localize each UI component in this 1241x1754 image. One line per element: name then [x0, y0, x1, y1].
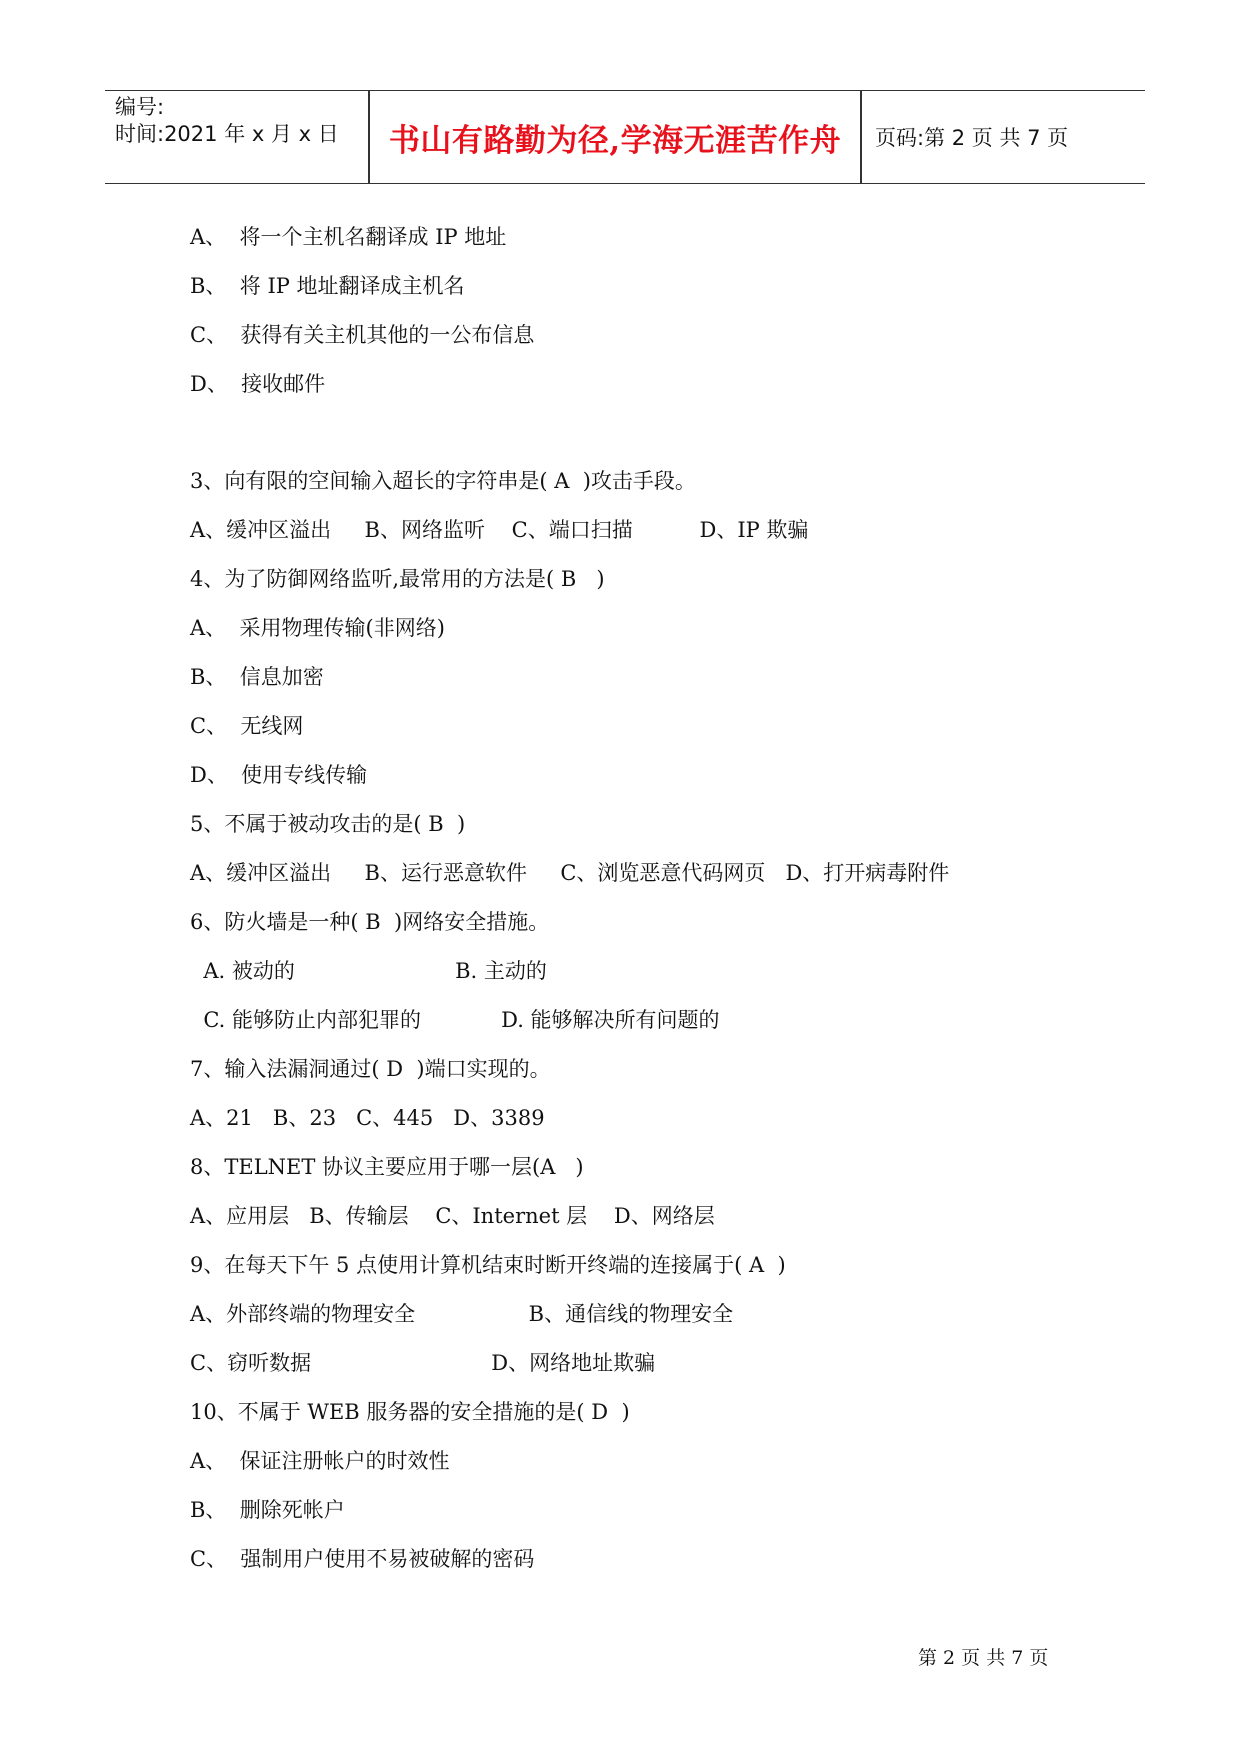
- option-line: B、 将 IP 地址翻译成主机名: [190, 274, 465, 298]
- option-line: A、外部终端的物理安全 B、通信线的物理安全: [190, 1302, 734, 1326]
- page-footer: 第 2 页 共 7 页: [918, 1647, 1049, 1669]
- question-line: 9、在每天下午 5 点使用计算机结束时断开终端的连接属于( A ): [190, 1253, 786, 1277]
- option-line: B、 删除死帐户: [190, 1498, 345, 1522]
- option-line: A. 被动的 B. 主动的: [190, 959, 547, 983]
- option-line: C、窃听数据 D、网络地址欺骗: [190, 1351, 656, 1375]
- option-line: D、 接收邮件: [190, 372, 326, 396]
- option-line: A、 将一个主机名翻译成 IP 地址: [190, 225, 507, 249]
- question-line: 4、为了防御网络监听,最常用的方法是( B ): [190, 567, 605, 591]
- question-line: 6、防火墙是一种( B )网络安全措施。: [190, 910, 550, 934]
- option-line: A、缓冲区溢出 B、网络监听 C、端口扫描 D、IP 欺骗: [190, 518, 809, 542]
- document-time-label: 时间:2021 年 x 月 x 日: [115, 122, 339, 146]
- document-number-label: 编号:: [115, 95, 165, 119]
- option-line: B、 信息加密: [190, 665, 324, 689]
- question-line: 5、不属于被动攻击的是( B ): [190, 812, 466, 836]
- question-line: 7、输入法漏洞通过( D )端口实现的。: [190, 1057, 551, 1081]
- option-line: A、 采用物理传输(非网络): [190, 616, 445, 640]
- question-line: 10、不属于 WEB 服务器的安全措施的是( D ): [190, 1400, 630, 1424]
- option-line: A、21 B、23 C、445 D、3389: [190, 1106, 545, 1130]
- question-line: 3、向有限的空间输入超长的字符串是( A )攻击手段。: [190, 469, 696, 493]
- option-line: A、 保证注册帐户的时效性: [190, 1449, 450, 1473]
- option-line: C、 获得有关主机其他的一公布信息: [190, 323, 535, 347]
- option-line: C、 强制用户使用不易被破解的密码: [190, 1547, 535, 1571]
- option-line: A、缓冲区溢出 B、运行恶意软件 C、浏览恶意代码网页 D、打开病毒附件: [190, 861, 950, 885]
- option-line: C、 无线网: [190, 714, 304, 738]
- header-divider-right: [860, 91, 862, 183]
- option-line: D、 使用专线传输: [190, 763, 368, 787]
- question-line: 8、TELNET 协议主要应用于哪一层(A ): [190, 1155, 584, 1179]
- page-header: [105, 90, 1145, 184]
- option-line: C. 能够防止内部犯罪的 D. 能够解决所有问题的: [190, 1008, 720, 1032]
- header-page-number: 页码:第 2 页 共 7 页: [875, 126, 1069, 150]
- header-info: [115, 94, 339, 148]
- option-line: A、应用层 B、传输层 C、Internet 层 D、网络层: [190, 1204, 715, 1228]
- header-motto: 书山有路勤为径,学海无涯苦作舟: [388, 122, 842, 159]
